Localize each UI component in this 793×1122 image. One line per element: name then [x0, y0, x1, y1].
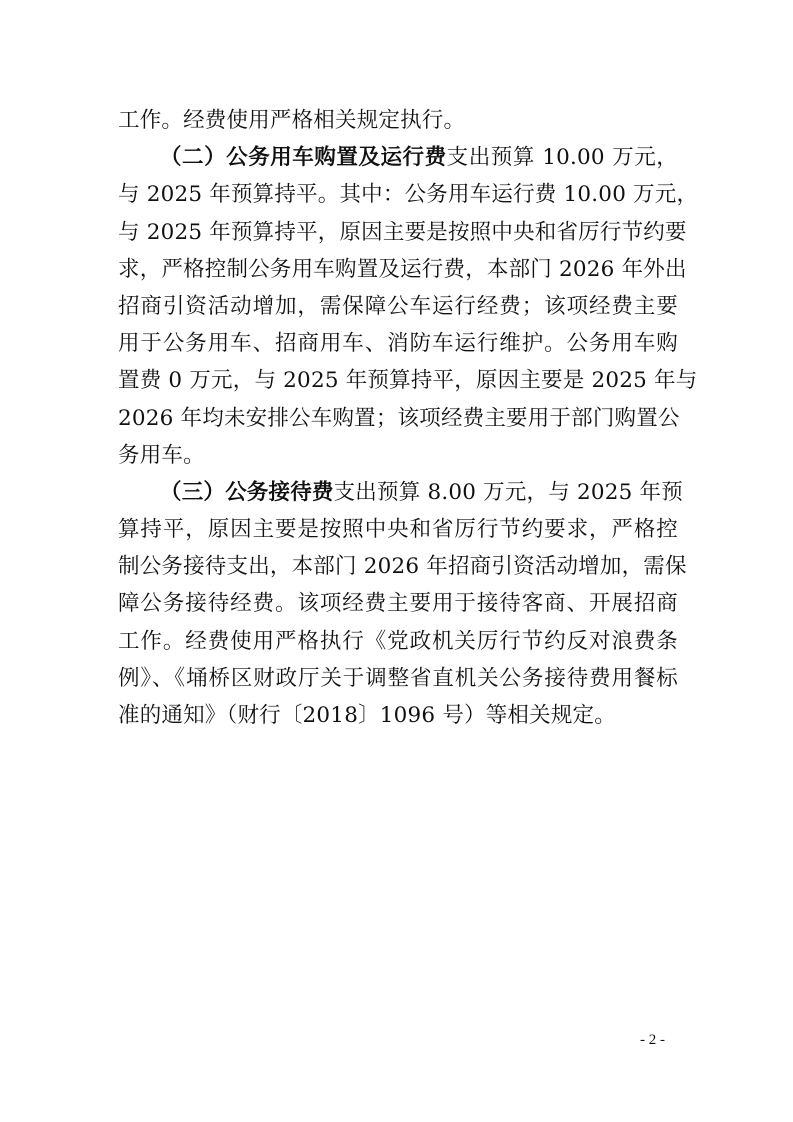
- document-body: [118, 102, 699, 734]
- text-line: 置费 0 万元，与 2025 年预算持平，原因主要是 2025 年与: [118, 368, 698, 394]
- text-line: 算持平，原因主要是按照中央和省厉行节约要求，严格控: [118, 517, 678, 543]
- text-line: 工作。经费使用严格执行《党政机关厉行节约反对浪费条: [118, 628, 678, 654]
- text-line: 与 2025 年预算持平。其中：公务用车运行费 10.00 万元，: [118, 182, 699, 208]
- text-line: 用于公务用车、招商用车、消防车运行维护。公务用车购: [118, 331, 678, 357]
- text-line: 2026 年均未安排公车购置；该项经费主要用于部门购置公: [118, 405, 680, 431]
- text-line: 求，严格控制公务用车购置及运行费，本部门 2026 年外出: [118, 256, 687, 282]
- text-line: 与 2025 年预算持平，原因主要是按照中央和省厉行节约要: [118, 219, 687, 245]
- text-line: 制公务接待支出，本部门 2026 年招商引资活动增加，需保: [118, 554, 687, 580]
- page-number: - 2 -: [640, 1032, 665, 1048]
- text-line: 工作。经费使用严格相关规定执行。: [118, 108, 466, 133]
- section-heading: （三）公务接待费: [160, 479, 334, 505]
- text-line: 障公务接待经费。该项经费主要用于接待客商、开展招商: [118, 591, 678, 617]
- text-line: 准的通知》（财行〔2018〕1096 号）等相关规定。: [118, 703, 616, 728]
- text-line: （三）公务接待费支出预算 8.00 万元，与 2025 年预: [160, 479, 683, 505]
- text-line: 例》、《埇桥区财政厅关于调整省直机关公务接待费用餐标: [118, 665, 678, 691]
- text-line: （二）公务用车购置及运行费支出预算 10.00 万元，: [160, 145, 678, 171]
- text-line: 招商引资活动增加，需保障公车运行经费；该项经费主要: [118, 293, 678, 319]
- text-line: 务用车。: [118, 442, 205, 468]
- section-heading: （二）公务用车购置及运行费: [160, 145, 447, 171]
